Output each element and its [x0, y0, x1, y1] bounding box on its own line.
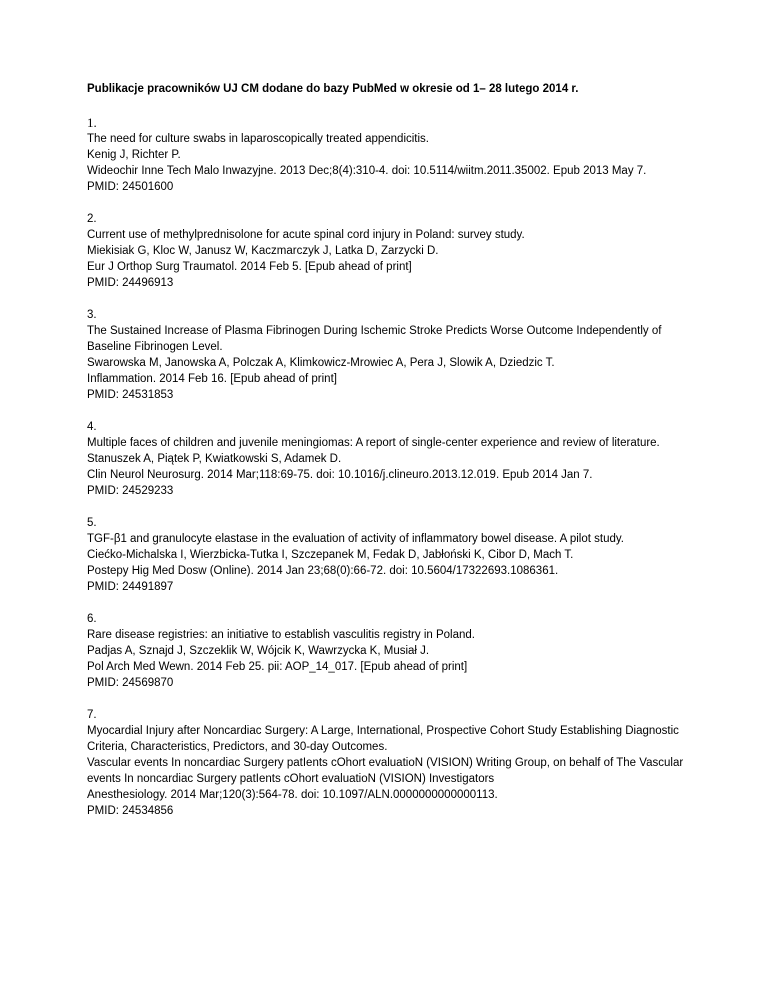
entry-authors: Kenig J, Richter P.: [87, 149, 181, 161]
entry-number: 2.: [87, 213, 97, 225]
publication-entry: [87, 211, 687, 291]
document-title: Publikacje pracowników UJ CM dodane do bazy PubMed w okresie od 1– 28 lutego 2014 r.: [87, 83, 579, 95]
entry-title: The Sustained Increase of Plasma Fibrinogen During Ischemic Stroke Predicts Worse Outcome Independently of Baseline Fibrinogen Level.: [87, 325, 662, 353]
entry-number: 5.: [87, 517, 97, 529]
entry-citation: Pol Arch Med Wewn. 2014 Feb 25. pii: AOP_14_017. [Epub ahead of print]: [87, 661, 468, 673]
entry-pmid: PMID: 24534856: [87, 805, 174, 817]
entry-authors: Ciećko-Michalska I, Wierzbicka-Tutka I, Szczepanek M, Fedak D, Jabłoński K, Cibor D, Mach T.: [87, 549, 574, 561]
entry-pmid: PMID: 24491897: [87, 581, 174, 593]
publication-entry: [87, 611, 687, 691]
entry-pmid: PMID: 24529233: [87, 485, 174, 497]
entry-citation: Inflammation. 2014 Feb 16. [Epub ahead of print]: [87, 373, 337, 385]
entry-citation: Wideochir Inne Tech Malo Inwazyjne. 2013 Dec;8(4):310-4. doi: 10.5114/wiitm.2011.35002. Epub 2013 May 7.: [87, 165, 647, 177]
entry-authors: Miekisiak G, Kloc W, Janusz W, Kaczmarczyk J, Latka D, Zarzycki D.: [87, 245, 439, 257]
entry-authors: Padjas A, Sznajd J, Szczeklik W, Wójcik K, Wawrzycka K, Musiał J.: [87, 645, 430, 657]
publication-entry: [87, 307, 687, 403]
entry-number: 3.: [87, 309, 97, 321]
entry-citation: Clin Neurol Neurosurg. 2014 Mar;118:69-75. doi: 10.1016/j.clineuro.2013.12.019. Epub 2014 Jan 7.: [87, 469, 593, 481]
entry-title: Rare disease registries: an initiative to establish vasculitis registry in Poland.: [87, 629, 475, 641]
entry-pmid: PMID: 24501600: [87, 181, 174, 193]
entry-citation: Postepy Hig Med Dosw (Online). 2014 Jan 23;68(0):66-72. doi: 10.5604/17322693.1086361.: [87, 565, 559, 577]
entry-citation: Anesthesiology. 2014 Mar;120(3):564-78. doi: 10.1097/ALN.0000000000000113.: [87, 789, 498, 801]
entry-number: 6.: [87, 613, 97, 625]
entry-pmid: PMID: 24531853: [87, 389, 174, 401]
entry-number: 4.: [87, 421, 97, 433]
entry-pmid: PMID: 24569870: [87, 677, 174, 689]
entry-title: Myocardial Injury after Noncardiac Surgery: A Large, International, Prospective Cohort Study Establishing Diagnostic Criteria, Characteristics, Predictors, and 30-day Outcomes.: [87, 725, 679, 753]
entry-citation: Eur J Orthop Surg Traumatol. 2014 Feb 5. [Epub ahead of print]: [87, 261, 412, 273]
entry-pmid: PMID: 24496913: [87, 277, 174, 289]
entry-number: 7.: [87, 709, 97, 721]
entry-title: Current use of methylprednisolone for acute spinal cord injury in Poland: survey study.: [87, 229, 525, 241]
entry-authors: Swarowska M, Janowska A, Polczak A, Klimkowicz-Mrowiec A, Pera J, Slowik A, Dziedzic T.: [87, 357, 555, 369]
publication-entry: [87, 515, 687, 595]
publication-entry: [87, 419, 687, 499]
entry-title: Multiple faces of children and juvenile meningiomas: A report of single-center experience and review of literature.: [87, 437, 660, 449]
publication-entry: [87, 707, 687, 819]
entry-authors: Vascular events In noncardiac Surgery patIents cOhort evaluatioN (VISION) Writing Group, on behalf of The Vascular events In noncardiac Surgery patIents cOhort evaluatioN (VISION) Investigators: [87, 757, 684, 785]
publication-list: [87, 114, 687, 835]
entry-number: 1.: [87, 115, 97, 130]
entry-title: The need for culture swabs in laparoscopically treated appendicitis.: [87, 133, 429, 145]
publication-entry: [87, 114, 687, 195]
entry-authors: Stanuszek A, Piątek P, Kwiatkowski S, Adamek D.: [87, 453, 342, 465]
entry-title: TGF-β1 and granulocyte elastase in the evaluation of activity of inflammatory bowel disease. A pilot study.: [87, 533, 624, 545]
